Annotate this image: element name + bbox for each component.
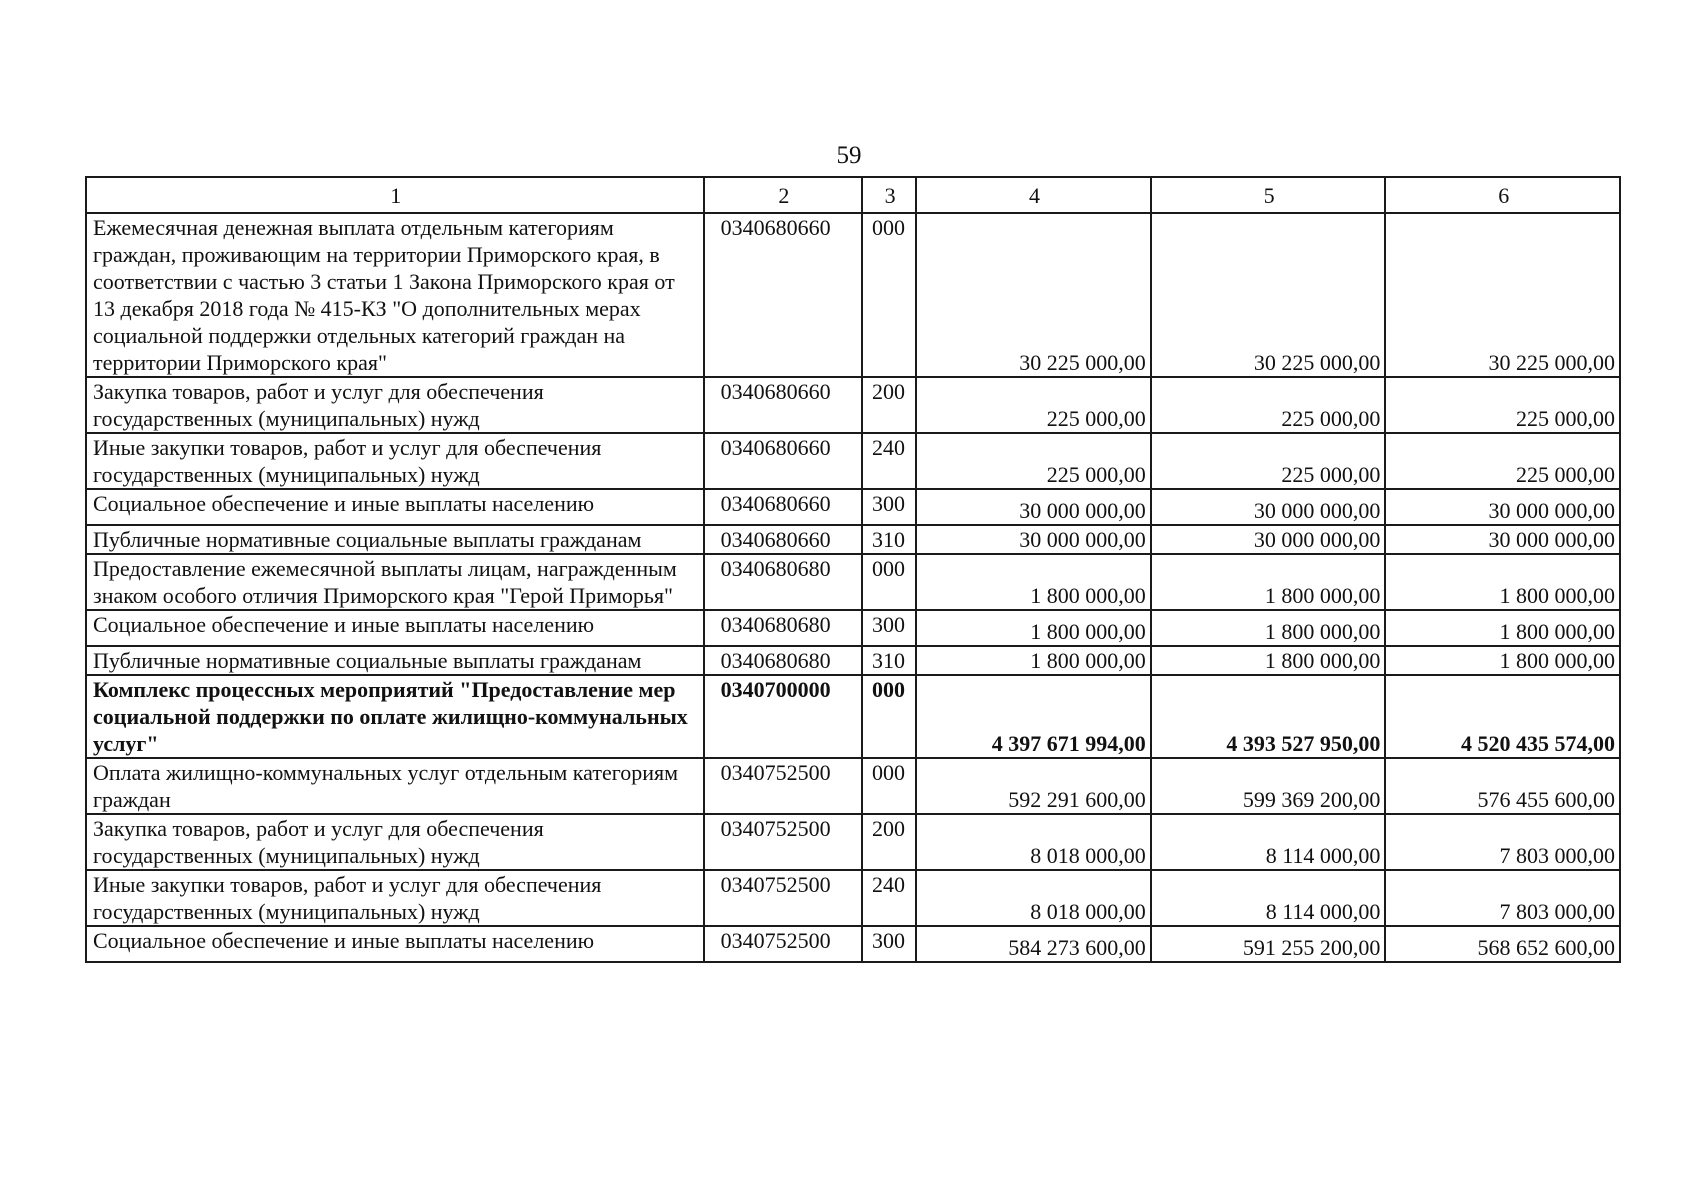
row-expense-type: 300 [862,610,916,646]
row-value-col4: 1 800 000,00 [916,554,1151,610]
row-value-col4: 30 225 000,00 [916,213,1151,377]
row-value-col5: 8 114 000,00 [1151,870,1386,926]
row-value-col5: 30 000 000,00 [1151,489,1386,525]
row-target-code: 0340752500 [704,814,862,870]
row-expense-type: 200 [862,814,916,870]
row-name: Социальное обеспечение и иные выплаты населению [86,489,704,525]
row-value-col6: 1 800 000,00 [1385,554,1620,610]
row-name: Ежемесячная денежная выплата отдельным категориям граждан, проживающим на территории Приморского края, в соответствии с частью 3 статьи 1 Закона Приморского края от 13 декабря 2018 года № 415-КЗ "О дополнительных мерах социальной поддержки отдельных категорий граждан на территории Приморского края" [86,213,704,377]
row-target-code: 0340680660 [704,525,862,554]
row-expense-type: 200 [862,377,916,433]
column-header-6: 6 [1385,177,1620,213]
row-value-col6: 7 803 000,00 [1385,870,1620,926]
row-target-code: 0340680660 [704,213,862,377]
column-header-3: 3 [862,177,916,213]
row-target-code: 0340680680 [704,554,862,610]
row-value-col6: 30 225 000,00 [1385,213,1620,377]
row-name: Предоставление ежемесячной выплаты лицам, награжденным знаком особого отличия Приморского края "Герой Приморья" [86,554,704,610]
page-number: 59 [836,142,862,169]
row-target-code: 0340700000 [704,675,862,758]
row-value-col4: 8 018 000,00 [916,870,1151,926]
row-value-col6: 30 000 000,00 [1385,489,1620,525]
row-target-code: 0340680660 [704,433,862,489]
row-expense-type: 240 [862,870,916,926]
table-row [86,870,1620,926]
table-row [86,377,1620,433]
table-row [86,554,1620,610]
row-value-col6: 225 000,00 [1385,377,1620,433]
table-row [86,926,1620,962]
row-name: Публичные нормативные социальные выплаты гражданам [86,525,704,554]
row-value-col6: 7 803 000,00 [1385,814,1620,870]
row-value-col5: 4 393 527 950,00 [1151,675,1386,758]
row-expense-type: 000 [862,213,916,377]
row-expense-type: 310 [862,525,916,554]
table-row [86,213,1620,377]
row-target-code: 0340752500 [704,870,862,926]
row-target-code: 0340752500 [704,758,862,814]
row-value-col4: 592 291 600,00 [916,758,1151,814]
row-value-col6: 4 520 435 574,00 [1385,675,1620,758]
row-name: Иные закупки товаров, работ и услуг для обеспечения государственных (муниципальных) нужд [86,433,704,489]
budget-table [85,176,1621,963]
row-value-col5: 30 225 000,00 [1151,213,1386,377]
row-value-col4: 584 273 600,00 [916,926,1151,962]
row-value-col6: 225 000,00 [1385,433,1620,489]
row-value-col5: 591 255 200,00 [1151,926,1386,962]
row-value-col4: 4 397 671 994,00 [916,675,1151,758]
row-value-col5: 599 369 200,00 [1151,758,1386,814]
row-value-col6: 1 800 000,00 [1385,610,1620,646]
table-row [86,525,1620,554]
table-row [86,489,1620,525]
row-value-col6: 568 652 600,00 [1385,926,1620,962]
row-target-code: 0340680660 [704,377,862,433]
row-expense-type: 300 [862,489,916,525]
row-target-code: 0340752500 [704,926,862,962]
header-row [86,177,1620,213]
table-row [86,814,1620,870]
row-value-col4: 225 000,00 [916,377,1151,433]
table-row [86,433,1620,489]
row-name: Закупка товаров, работ и услуг для обеспечения государственных (муниципальных) нужд [86,377,704,433]
row-target-code: 0340680660 [704,489,862,525]
row-value-col4: 30 000 000,00 [916,489,1151,525]
table-row-bold [86,675,1620,758]
row-name: Оплата жилищно-коммунальных услуг отдельным категориям граждан [86,758,704,814]
table-row [86,610,1620,646]
row-target-code: 0340680680 [704,646,862,675]
row-expense-type: 240 [862,433,916,489]
row-name: Социальное обеспечение и иные выплаты населению [86,610,704,646]
table-row [86,758,1620,814]
row-expense-type: 300 [862,926,916,962]
row-value-col5: 225 000,00 [1151,433,1386,489]
row-value-col4: 30 000 000,00 [916,525,1151,554]
row-name: Комплекс процессных мероприятий "Предоставление мер социальной поддержки по оплате жилищно-коммунальных услуг" [86,675,704,758]
row-expense-type: 000 [862,758,916,814]
row-value-col4: 1 800 000,00 [916,610,1151,646]
row-name: Иные закупки товаров, работ и услуг для обеспечения государственных (муниципальных) нужд [86,870,704,926]
row-value-col4: 8 018 000,00 [916,814,1151,870]
row-expense-type: 000 [862,675,916,758]
row-target-code: 0340680680 [704,610,862,646]
row-value-col5: 225 000,00 [1151,377,1386,433]
row-value-col6: 30 000 000,00 [1385,525,1620,554]
column-header-4: 4 [916,177,1151,213]
column-header-5: 5 [1151,177,1386,213]
row-value-col5: 8 114 000,00 [1151,814,1386,870]
table-row [86,646,1620,675]
row-value-col6: 576 455 600,00 [1385,758,1620,814]
row-value-col5: 1 800 000,00 [1151,646,1386,675]
row-name: Закупка товаров, работ и услуг для обеспечения государственных (муниципальных) нужд [86,814,704,870]
row-name: Публичные нормативные социальные выплаты гражданам [86,646,704,675]
row-value-col5: 1 800 000,00 [1151,610,1386,646]
row-expense-type: 310 [862,646,916,675]
column-header-1: 1 [86,177,704,213]
row-value-col6: 1 800 000,00 [1385,646,1620,675]
row-expense-type: 000 [862,554,916,610]
row-value-col4: 225 000,00 [916,433,1151,489]
row-value-col5: 30 000 000,00 [1151,525,1386,554]
row-value-col4: 1 800 000,00 [916,646,1151,675]
row-value-col5: 1 800 000,00 [1151,554,1386,610]
row-name: Социальное обеспечение и иные выплаты населению [86,926,704,962]
column-header-2: 2 [704,177,862,213]
